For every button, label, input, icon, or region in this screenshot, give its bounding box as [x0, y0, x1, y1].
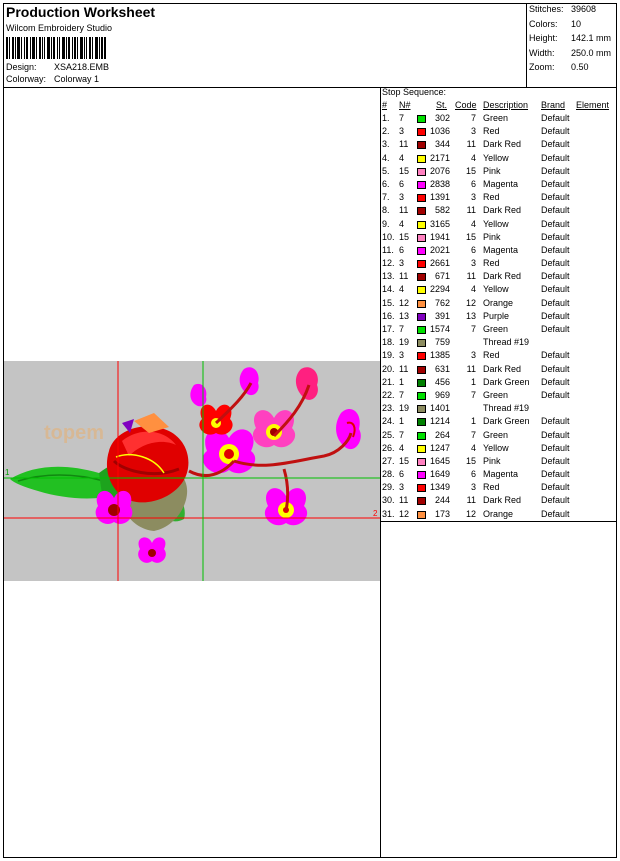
row-description: Yellow	[483, 442, 509, 453]
table-row	[382, 469, 618, 482]
row-code: 11	[466, 205, 476, 216]
color-swatch	[417, 247, 426, 255]
color-swatch	[417, 128, 426, 136]
row-needle: 19	[399, 337, 410, 348]
table-row	[382, 456, 618, 469]
row-brand: Default	[541, 482, 570, 493]
row-description: Red	[483, 258, 500, 269]
row-brand: Default	[541, 508, 570, 519]
table-row	[382, 495, 618, 508]
color-swatch	[417, 141, 426, 149]
row-stitches: 1391	[429, 192, 450, 203]
row-number: 25.	[382, 429, 395, 440]
main-bloom	[107, 413, 189, 502]
table-row	[382, 192, 618, 205]
worksheet-header	[4, 4, 526, 88]
row-stitches: 173	[434, 508, 450, 519]
row-needle: 4	[399, 284, 405, 295]
row-brand: Default	[541, 455, 570, 466]
stat-width	[529, 48, 611, 63]
color-swatch	[417, 181, 426, 189]
row-code: 4	[470, 442, 476, 453]
design-label: Design:	[6, 62, 37, 72]
stat-label: Zoom:	[529, 62, 555, 72]
row-needle: 3	[399, 126, 405, 137]
row-description: Red	[483, 482, 500, 493]
color-swatch	[417, 458, 426, 466]
row-code: 3	[470, 350, 476, 361]
row-stitches: 631	[434, 363, 450, 374]
row-number: 17.	[382, 324, 395, 334]
color-swatch	[417, 286, 426, 294]
row-code: 7	[470, 429, 476, 440]
color-swatch	[417, 432, 426, 440]
table-row	[382, 232, 618, 245]
row-stitches: 2294	[429, 284, 450, 295]
table-row	[382, 377, 618, 390]
row-brand: Default	[541, 442, 570, 453]
row-stitches: 302	[434, 113, 450, 123]
row-description: Dark Red	[483, 139, 522, 150]
color-swatch	[417, 234, 426, 242]
row-brand: Default	[541, 271, 570, 282]
row-number: 29.	[382, 482, 395, 493]
color-swatch	[417, 511, 426, 519]
table-row	[382, 179, 618, 192]
row-needle: 15	[399, 165, 410, 176]
row-number: 24.	[382, 416, 395, 427]
page-title: Production Worksheet	[6, 4, 156, 20]
row-needle: 3	[399, 258, 405, 269]
color-swatch	[417, 392, 426, 400]
table-row	[382, 139, 618, 152]
col-header-needle: N#	[399, 100, 411, 110]
color-swatch	[417, 497, 426, 505]
row-code: 7	[470, 113, 476, 123]
row-needle: 19	[399, 403, 410, 414]
color-swatch	[417, 379, 426, 387]
row-number: 3.	[382, 139, 390, 150]
row-stitches: 2661	[429, 258, 450, 269]
row-number: 9.	[382, 218, 390, 229]
col-header-element: Element	[576, 100, 610, 110]
row-number: 30.	[382, 495, 395, 506]
row-code: 15	[465, 455, 476, 466]
stat-label: Stitches:	[529, 4, 564, 14]
table-row	[382, 482, 618, 495]
row-code: 11	[466, 271, 476, 282]
row-description: Magenta	[483, 469, 519, 480]
row-number: 2.	[382, 126, 390, 137]
row-brand: Default	[541, 429, 570, 440]
row-stitches: 1574	[429, 324, 450, 334]
table-row	[382, 205, 618, 218]
row-number: 20.	[382, 363, 395, 374]
table-row	[382, 390, 618, 403]
row-stitches: 1214	[429, 416, 450, 427]
colorway-row	[6, 74, 99, 84]
row-stitches: 759	[434, 337, 450, 348]
row-description: Magenta	[483, 178, 519, 189]
row-number: 21.	[382, 376, 395, 387]
color-swatch	[417, 418, 426, 426]
row-number: 18.	[382, 337, 395, 348]
row-number: 12.	[382, 258, 395, 269]
colorway-value: Colorway 1	[54, 74, 100, 84]
row-description: Yellow	[483, 152, 509, 163]
design-row	[6, 62, 109, 72]
row-number: 7.	[382, 192, 390, 203]
row-number: 26.	[382, 442, 395, 453]
row-description: Dark Red	[483, 271, 522, 282]
stat-zoom	[529, 62, 611, 77]
row-description: Red	[483, 126, 500, 137]
row-code: 7	[470, 324, 476, 334]
row-number: 1.	[382, 113, 390, 123]
stat-value: 250.0 mm	[571, 47, 612, 58]
row-number: 28.	[382, 469, 395, 480]
table-row	[382, 403, 618, 416]
row-needle: 6	[399, 178, 405, 189]
row-needle: 1	[399, 376, 405, 387]
row-number: 31.	[382, 508, 395, 519]
row-description: Dark Green	[483, 376, 530, 387]
table-row	[382, 337, 618, 350]
stat-height	[529, 33, 611, 48]
row-brand: Default	[541, 218, 570, 229]
row-code: 12	[465, 508, 476, 519]
watermark: topem	[44, 422, 104, 444]
stat-stitches	[529, 4, 611, 19]
color-swatch	[417, 352, 426, 360]
design-preview	[4, 361, 380, 581]
table-row	[382, 166, 618, 179]
table-row	[382, 258, 618, 271]
row-number: 11.	[382, 244, 394, 255]
table-row	[382, 324, 618, 337]
row-description: Dark Red	[483, 205, 522, 216]
stat-value: 10	[571, 18, 582, 29]
row-brand: Default	[541, 389, 570, 400]
col-header-code: Code	[455, 100, 477, 110]
row-code: 11	[466, 139, 476, 150]
row-stitches: 1941	[429, 231, 450, 242]
row-code: 7	[470, 389, 476, 400]
row-code: 3	[470, 192, 476, 203]
row-number: 6.	[382, 178, 390, 189]
row-stitches: 344	[434, 139, 450, 150]
stop-sequence-title: Stop Sequence:	[382, 87, 447, 97]
row-code: 6	[470, 244, 476, 255]
row-description: Green	[483, 324, 509, 334]
row-number: 14.	[382, 284, 395, 295]
row-needle: 12	[399, 297, 410, 308]
row-brand: Default	[541, 244, 570, 255]
row-description: Red	[483, 192, 500, 203]
row-stitches: 671	[434, 271, 450, 282]
row-stitches: 1036	[429, 126, 450, 137]
row-needle: 6	[399, 244, 405, 255]
row-needle: 3	[399, 482, 405, 493]
stat-colors	[529, 19, 611, 34]
table-row	[382, 219, 618, 232]
row-description: Orange	[483, 297, 514, 308]
row-number: 15.	[382, 297, 395, 308]
row-code: 15	[465, 231, 476, 242]
row-brand: Default	[541, 376, 570, 387]
row-stitches: 2171	[429, 152, 450, 163]
guide-marker-2: 2	[373, 509, 378, 518]
table-row	[382, 311, 618, 324]
stop-sequence-header	[382, 100, 618, 112]
row-needle: 4	[399, 442, 405, 453]
row-description: Thread #19	[483, 403, 530, 414]
row-stitches: 582	[434, 205, 450, 216]
embroidery-artwork	[4, 361, 380, 581]
row-number: 5.	[382, 165, 390, 176]
color-swatch	[417, 471, 426, 479]
row-code: 4	[470, 284, 476, 295]
row-stitches: 1649	[429, 469, 450, 480]
row-code: 6	[470, 469, 476, 480]
design-value: XSA218.EMB	[54, 62, 110, 72]
row-code: 13	[465, 310, 476, 321]
row-description: Green	[483, 429, 509, 440]
table-row	[382, 416, 618, 429]
row-needle: 7	[399, 389, 405, 400]
row-stitches: 264	[434, 429, 450, 440]
row-code: 1	[470, 416, 476, 427]
main-column-divider	[380, 87, 381, 858]
row-brand: Default	[541, 284, 570, 295]
software-name: Wilcom Embroidery Studio	[6, 23, 113, 33]
row-needle: 15	[399, 455, 410, 466]
color-swatch	[417, 273, 426, 281]
row-code: 3	[470, 482, 476, 493]
row-brand: Default	[541, 258, 570, 269]
row-code: 1	[470, 376, 476, 387]
col-header-stitches: St.	[436, 100, 448, 110]
color-swatch	[417, 484, 426, 492]
table-row	[382, 430, 618, 443]
col-header-brand: Brand	[541, 100, 566, 110]
color-swatch	[417, 339, 426, 347]
row-needle: 4	[399, 218, 405, 229]
row-brand: Default	[541, 165, 570, 176]
row-stitches: 391	[434, 310, 450, 321]
row-needle: 11	[399, 139, 409, 150]
row-code: 3	[470, 126, 476, 137]
col-header-description: Description	[483, 100, 529, 110]
row-description: Red	[483, 350, 500, 361]
row-brand: Default	[541, 297, 570, 308]
row-number: 10.	[382, 231, 395, 242]
row-code: 4	[470, 218, 476, 229]
row-code: 6	[470, 178, 476, 189]
row-brand: Default	[541, 152, 570, 163]
stat-label: Width:	[529, 47, 555, 58]
row-brand: Default	[541, 310, 570, 321]
row-needle: 4	[399, 152, 405, 163]
row-description: Magenta	[483, 244, 519, 255]
row-stitches: 762	[434, 297, 450, 308]
row-stitches: 1247	[429, 442, 450, 453]
color-swatch	[417, 313, 426, 321]
row-description: Pink	[483, 455, 501, 466]
row-description: Orange	[483, 508, 514, 519]
row-description: Pink	[483, 231, 501, 242]
row-stitches: 3165	[429, 218, 450, 229]
stat-label: Height:	[529, 33, 558, 43]
row-description: Dark Red	[483, 495, 522, 506]
row-code: 4	[470, 152, 476, 163]
row-number: 19.	[382, 350, 395, 361]
row-code: 12	[465, 297, 476, 308]
row-number: 4.	[382, 152, 390, 163]
row-stitches: 2838	[429, 178, 450, 189]
row-brand: Default	[541, 416, 570, 427]
row-description: Dark Green	[483, 416, 530, 427]
row-stitches: 1401	[429, 403, 450, 414]
row-description: Green	[483, 389, 509, 400]
row-description: Yellow	[483, 284, 509, 295]
table-row	[382, 298, 618, 311]
row-description: Purple	[483, 310, 510, 321]
row-brand: Default	[541, 350, 570, 361]
table-row	[382, 153, 618, 166]
header-stats-divider	[526, 3, 527, 87]
colorway-label: Colorway:	[6, 74, 47, 84]
color-swatch	[417, 326, 426, 334]
color-swatch	[417, 207, 426, 215]
color-swatch	[417, 221, 426, 229]
row-stitches: 1645	[429, 455, 450, 466]
row-brand: Default	[541, 324, 570, 334]
row-stitches: 969	[434, 389, 450, 400]
color-swatch	[417, 168, 426, 176]
row-code: 3	[470, 258, 476, 269]
row-code: 11	[466, 363, 476, 374]
row-needle: 7	[399, 429, 405, 440]
row-code: 11	[466, 495, 476, 506]
row-needle: 7	[399, 113, 405, 123]
row-brand: Default	[541, 192, 570, 203]
table-row	[382, 284, 618, 297]
stat-value: 39608	[571, 4, 597, 14]
row-needle: 11	[399, 363, 409, 374]
row-stitches: 456	[434, 376, 450, 387]
row-needle: 11	[399, 205, 409, 216]
stat-value: 142.1 mm	[571, 33, 612, 43]
color-swatch	[417, 260, 426, 268]
table-row	[382, 350, 618, 363]
row-brand: Default	[541, 205, 570, 216]
color-swatch	[417, 115, 426, 123]
table-row	[382, 509, 618, 522]
row-stitches: 244	[434, 495, 450, 506]
row-needle: 1	[399, 416, 405, 427]
row-description: Yellow	[483, 218, 509, 229]
row-needle: 11	[399, 495, 409, 506]
row-needle: 6	[399, 469, 405, 480]
row-brand: Default	[541, 113, 570, 123]
row-description: Dark Red	[483, 363, 522, 374]
color-swatch	[417, 194, 426, 202]
row-number: 16.	[382, 310, 395, 321]
row-description: Pink	[483, 165, 501, 176]
row-number: 27.	[382, 455, 395, 466]
row-number: 8.	[382, 205, 390, 216]
barcode	[6, 37, 106, 59]
row-stitches: 1349	[429, 482, 450, 493]
table-row	[382, 364, 618, 377]
row-needle: 13	[399, 310, 410, 321]
row-description: Green	[483, 113, 509, 123]
row-number: 13.	[382, 271, 395, 282]
row-brand: Default	[541, 126, 570, 137]
row-number: 22.	[382, 389, 395, 400]
stat-value: 0.50	[571, 62, 589, 72]
color-swatch	[417, 405, 426, 413]
row-stitches: 2021	[429, 244, 450, 255]
table-row	[382, 126, 618, 139]
guide-marker-1: 1	[5, 468, 10, 477]
row-needle: 15	[399, 231, 410, 242]
table-row	[382, 113, 618, 126]
color-swatch	[417, 366, 426, 374]
row-number: 23.	[382, 403, 395, 414]
row-needle: 3	[399, 192, 405, 203]
row-needle: 3	[399, 350, 405, 361]
row-stitches: 1385	[429, 350, 450, 361]
table-row	[382, 245, 618, 258]
stat-label: Colors:	[529, 18, 558, 29]
row-description: Thread #19	[483, 337, 530, 348]
table-row	[382, 271, 618, 284]
row-brand: Default	[541, 178, 570, 189]
row-brand: Default	[541, 363, 570, 374]
color-swatch	[417, 300, 426, 308]
stop-sequence-rows	[382, 113, 618, 522]
row-brand: Default	[541, 495, 570, 506]
color-swatch	[417, 445, 426, 453]
row-stitches: 2076	[429, 165, 450, 176]
row-brand: Default	[541, 469, 570, 480]
row-needle: 7	[399, 324, 405, 334]
design-stats	[529, 4, 611, 77]
color-swatch	[417, 155, 426, 163]
row-needle: 12	[399, 508, 410, 519]
row-needle: 11	[399, 271, 409, 282]
row-code: 15	[465, 165, 476, 176]
row-brand: Default	[541, 139, 570, 150]
row-brand: Default	[541, 231, 570, 242]
col-header-num: #	[382, 100, 388, 110]
table-row	[382, 443, 618, 456]
